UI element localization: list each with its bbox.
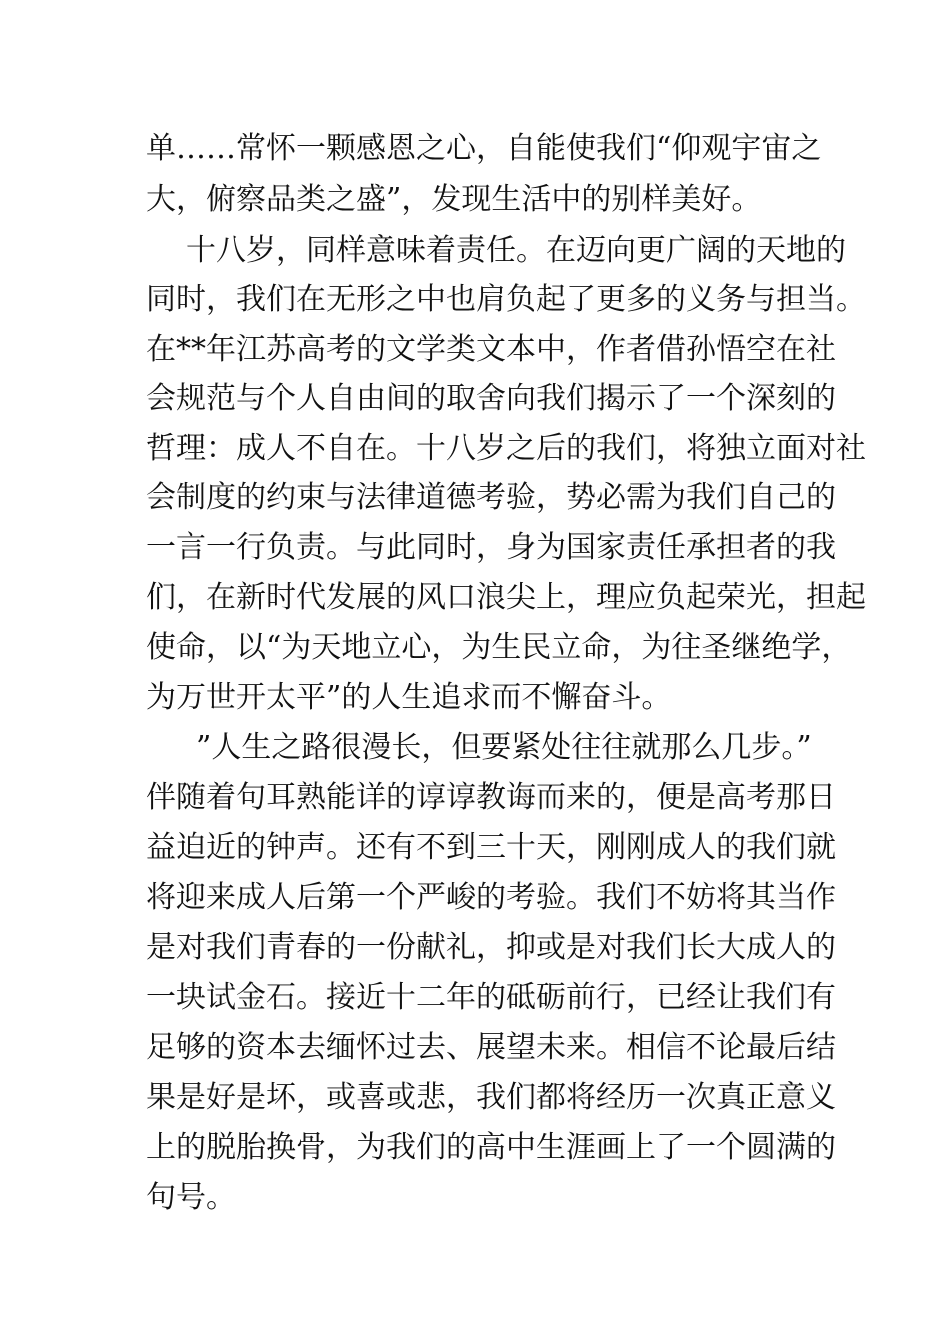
text-line: 哲理：成人不自在。十八岁之后的我们，将独立面对社 xyxy=(146,431,866,466)
text-line: 们，在新时代发展的风口浪尖上，理应负起荣光，担起 xyxy=(146,580,866,615)
text-line: 单……常怀一颗感恩之心，自能使我们“仰观宇宙之 xyxy=(146,131,822,166)
text-line: 在**年江苏高考的文学类文本中，作者借孙悟空在社 xyxy=(146,332,836,367)
text-line: 果是好是坏，或喜或悲，我们都将经历一次真正意义 xyxy=(146,1080,836,1115)
text-line: 伴随着句耳熟能详的谆谆教诲而来的，便是高考那日 xyxy=(146,780,836,815)
text-line: 上的脱胎换骨，为我们的高中生涯画上了一个圆满的 xyxy=(146,1130,836,1165)
text-line: 将迎来成人后第一个严峻的考验。我们不妨将其当作 xyxy=(146,880,836,915)
text-line: 足够的资本去缅怀过去、展望未来。相信不论最后结 xyxy=(146,1030,836,1065)
text-line: 会制度的约束与法律道德考验，势必需为我们自己的 xyxy=(146,480,836,515)
paragraph-first-line: 十八岁，同样意味着责任。在迈向更广阔的天地的 xyxy=(186,233,846,268)
text-line: 一块试金石。接近十二年的砥砺前行，已经让我们有 xyxy=(146,980,836,1015)
text-line: 会规范与个人自由间的取舍向我们揭示了一个深刻的 xyxy=(146,381,836,416)
text-line: 句号。 xyxy=(146,1180,236,1215)
paragraph-first-line: ”人生之路很漫长，但要紧处往往就那么几步。” xyxy=(196,730,812,765)
text-line: 使命，以“为天地立心，为生民立命，为往圣继绝学， xyxy=(146,630,852,665)
text-line: 一言一行负责。与此同时，身为国家责任承担者的我 xyxy=(146,530,836,565)
text-line: 是对我们青春的一份献礼，抑或是对我们长大成人的 xyxy=(146,930,836,965)
text-line: 同时，我们在无形之中也肩负起了更多的义务与担当。 xyxy=(146,282,866,317)
text-line: 大，俯察品类之盛”，发现生活中的别样美好。 xyxy=(146,182,762,217)
text-line: 益迫近的钟声。还有不到三十天，刚刚成人的我们就 xyxy=(146,830,836,865)
text-line: 为万世开太平”的人生追求而不懈奋斗。 xyxy=(146,680,672,715)
